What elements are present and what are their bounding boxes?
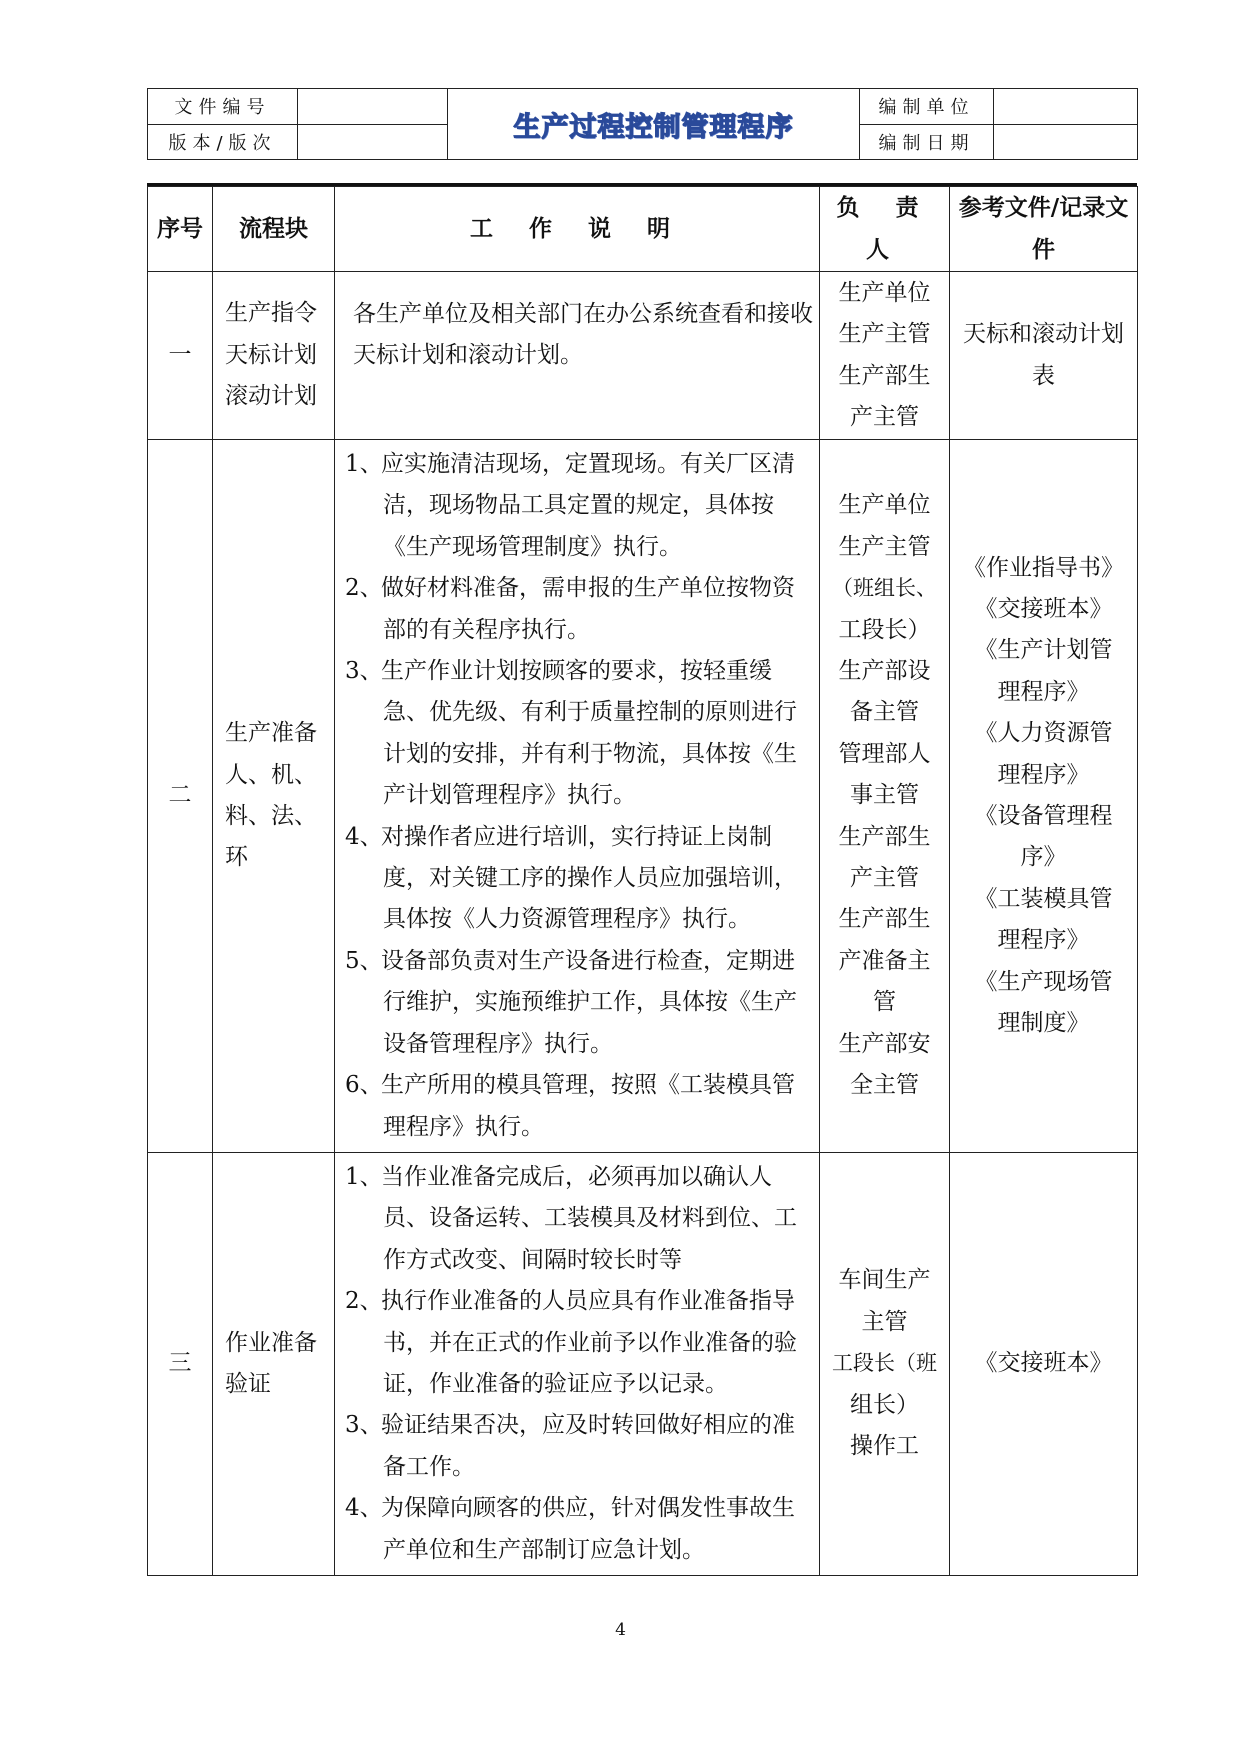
reference-line: 序》 [1020, 844, 1067, 871]
responsible-line: 管 [873, 989, 896, 1016]
work-description [335, 1152, 820, 1575]
item-text: 应实施清洁现场，定置现场。有关厂区清洁，现场物品工具定置的规定，具体按《生产现场管理制度》执行。 [381, 451, 795, 560]
procedure-table [147, 186, 1138, 1576]
responsible-line: 生产单位 [838, 279, 931, 306]
list-item [345, 1488, 815, 1571]
version-label: 版本/版次 [148, 124, 298, 160]
responsible-line: （班组长、 [832, 576, 937, 601]
table-row [148, 1152, 1138, 1575]
col-header-reference: 参考文件/记录文件 [950, 187, 1138, 272]
responsible-line: 管理部人 [838, 740, 931, 767]
list-item [345, 568, 815, 651]
item-text: 验证结果否决，应及时转回做好相应的准备工作。 [381, 1412, 795, 1480]
row-number: 二 [148, 440, 213, 1153]
reference-line: 《作业指导书》 [963, 554, 1124, 581]
prepared-date-label: 编制日期 [860, 124, 994, 160]
item-number: 3、 [345, 1412, 383, 1439]
item-number: 3、 [345, 658, 383, 685]
reference-line: 理制度》 [997, 1009, 1090, 1036]
item-text: 设备部负责对生产设备进行检查，定期进行维护，实施预维护工作，具体按《生产设备管理程序》执行。 [381, 947, 797, 1057]
item-text: 做好材料准备，需申报的生产单位按物资部的有关程序执行。 [381, 575, 795, 643]
item-number: 2、 [345, 1288, 383, 1315]
work-description [335, 272, 820, 440]
responsible-line: 备主管 [850, 699, 919, 726]
flow-line: 天标计划 [225, 341, 317, 368]
responsible-line: 生产部生 [838, 906, 931, 933]
responsible-line: 事主管 [850, 782, 919, 809]
item-number: 4、 [345, 1495, 383, 1522]
flow-line: 验证 [225, 1370, 271, 1397]
reference-line: 表 [1032, 362, 1055, 389]
document-header [147, 88, 1138, 160]
item-number: 1、 [345, 451, 383, 477]
reference-cell [950, 440, 1138, 1153]
responsible-line: 主管 [861, 1308, 908, 1335]
list-item [345, 1157, 815, 1281]
reference-line: 《生产计划管 [974, 637, 1113, 664]
flow-line: 作业准备 [225, 1329, 317, 1356]
reference-line: 天标和滚动计划 [963, 321, 1124, 348]
responsible-line: 产主管 [850, 403, 919, 430]
responsible-line: 生产部设 [838, 658, 931, 685]
list-item [345, 651, 815, 817]
responsible-line: 生产单位 [838, 492, 931, 519]
responsible-line: 组长） [850, 1391, 919, 1418]
list-item [345, 1065, 815, 1148]
file-number-value [298, 89, 448, 125]
responsible-line: 产主管 [850, 865, 919, 892]
table-row [148, 272, 1138, 440]
responsible-line: 车间生产 [838, 1267, 931, 1294]
prepared-date-value [994, 124, 1138, 160]
responsible-line: 生产主管 [838, 533, 931, 560]
flow-line: 滚动计划 [225, 383, 317, 410]
prepared-unit-value [994, 89, 1138, 125]
item-number: 1、 [345, 1163, 383, 1190]
reference-line: 《人力资源管 [974, 720, 1113, 747]
reference-line: 理程序》 [997, 927, 1090, 954]
flow-line: 生产准备 [225, 720, 317, 747]
col-header-flow: 流程块 [213, 187, 335, 272]
flow-line: 环 [225, 844, 248, 871]
item-number: 4、 [345, 823, 383, 850]
reference-line: 《交接班本》 [974, 1350, 1113, 1377]
item-text: 生产所用的模具管理，按照《工装模具管理程序》执行。 [381, 1072, 795, 1140]
item-text: 执行作业准备的人员应具有作业准备指导书，并在正式的作业前予以作业准备的验证，作业准备的验证应予以记录。 [381, 1288, 797, 1397]
row-number: 一 [148, 272, 213, 440]
prepared-unit-label: 编制单位 [860, 89, 994, 125]
responsible-line: 工段长（班 [832, 1351, 937, 1376]
document-title: 生产过程控制管理程序 [448, 89, 860, 160]
responsible-line: 生产主管 [838, 321, 931, 348]
item-text: 为保障向顾客的供应，针对偶发性事故生产单位和生产部制订应急计划。 [381, 1495, 795, 1563]
page-number: 4 [615, 1620, 626, 1640]
flow-line: 生产指令 [225, 300, 317, 327]
list-item [345, 444, 815, 568]
flow-line: 人、机、 [225, 761, 317, 788]
flow-line: 料、法、 [225, 802, 317, 829]
reference-cell [950, 1152, 1138, 1575]
description-list [345, 444, 815, 1148]
reference-line: 《生产现场管 [974, 968, 1113, 995]
version-value [298, 124, 448, 160]
reference-line: 理程序》 [997, 678, 1090, 705]
list-item [345, 817, 815, 941]
responsible-cell [820, 1152, 950, 1575]
reference-line: 理程序》 [997, 761, 1090, 788]
responsible-line: 操作工 [850, 1433, 919, 1460]
item-text: 对操作者应进行培训，实行持证上岗制度，对关键工序的操作人员应加强培训，具体按《人力资源管理程序》执行。 [381, 823, 797, 933]
reference-line: 《设备管理程 [974, 802, 1113, 829]
responsible-line: 产准备主 [838, 947, 931, 974]
col-header-number: 序号 [148, 187, 213, 272]
reference-line: 《交接班本》 [974, 595, 1113, 622]
table-row [148, 440, 1138, 1153]
work-description [335, 440, 820, 1153]
responsible-line: 全主管 [850, 1072, 919, 1099]
reference-line: 《工装模具管 [974, 885, 1113, 912]
item-number: 2、 [345, 575, 383, 602]
responsible-line: 工段长） [838, 616, 931, 643]
flow-block [213, 272, 335, 440]
responsible-cell [820, 440, 950, 1153]
responsible-line: 生产部生 [838, 362, 931, 389]
table-header-row [148, 187, 1138, 272]
item-text: 当作业准备完成后，必须再加以确认人员、设备运转、工装模具及材料到位、工作方式改变、间隔时较长时等 [381, 1163, 797, 1273]
flow-block [213, 1152, 335, 1575]
description-text: 各生产单位及相关部门在办公系统查看和接收天标计划和滚动计划。 [353, 301, 813, 369]
item-number: 5、 [345, 947, 383, 974]
file-number-label: 文件编号 [148, 89, 298, 125]
item-number: 6、 [345, 1072, 383, 1099]
reference-cell [950, 272, 1138, 440]
responsible-cell [820, 272, 950, 440]
flow-block [213, 440, 335, 1153]
description-list [345, 1157, 815, 1571]
col-header-responsible: 负 责 人 [820, 187, 950, 272]
responsible-line: 生产部生 [838, 823, 931, 850]
col-header-description: 工 作 说 明 [335, 187, 820, 272]
list-item [345, 1281, 815, 1405]
row-number: 三 [148, 1152, 213, 1575]
list-item [345, 941, 815, 1065]
item-text: 生产作业计划按顾客的要求，按轻重缓急、优先级、有利于质量控制的原则进行计划的安排，并有利于物流，具体按《生产计划管理程序》执行。 [381, 658, 797, 809]
list-item [345, 1405, 815, 1488]
responsible-line: 生产部安 [838, 1030, 931, 1057]
